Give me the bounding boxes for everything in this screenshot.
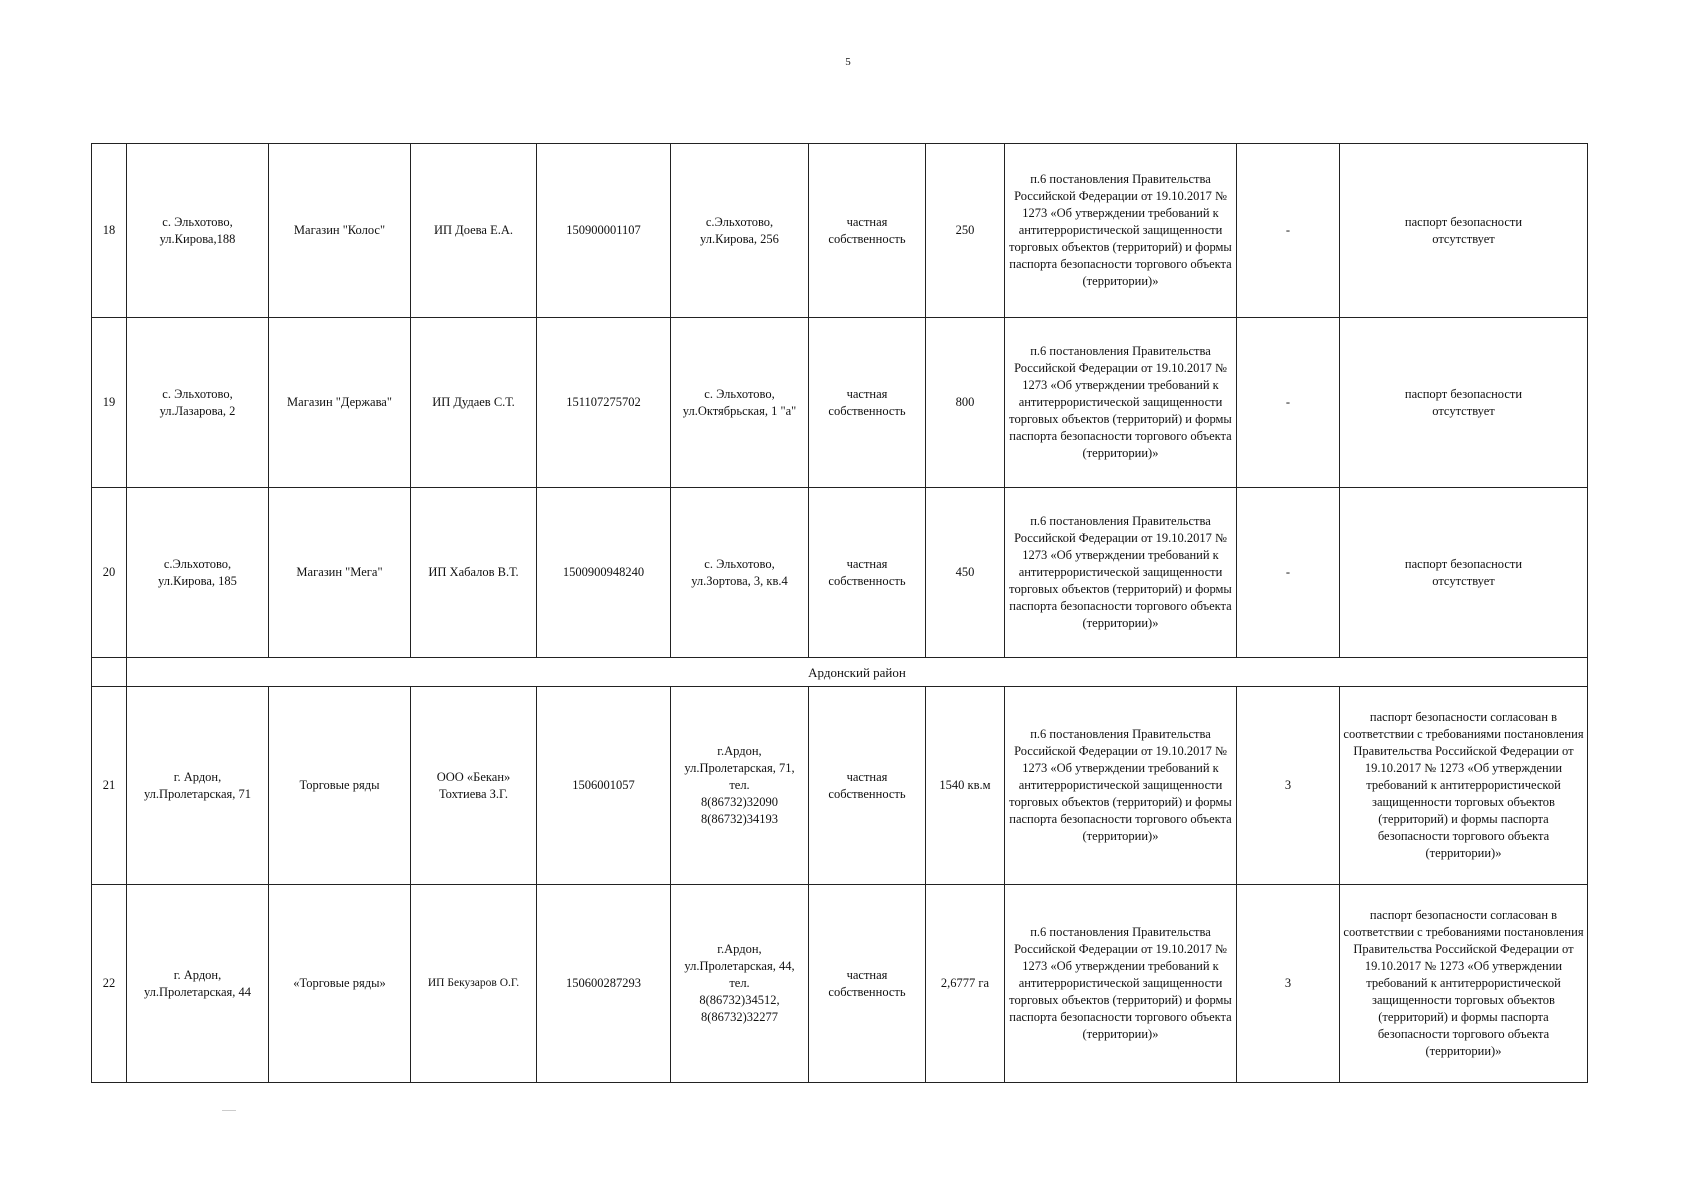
passport-cell: паспорт безопасности отсутствует [1340, 488, 1588, 658]
object-name-cell: Магазин "Держава" [269, 318, 411, 488]
category-cell: - [1237, 488, 1340, 658]
category-cell: - [1237, 144, 1340, 318]
table-row [92, 144, 1588, 318]
owner-cell: ИП Хабалов В.Т. [411, 488, 537, 658]
table-row [92, 318, 1588, 488]
owner-cell: ООО «Бекан» Тохтиева З.Г. [411, 687, 537, 885]
location-cell: с.Эльхотово, ул.Кирова, 185 [127, 488, 269, 658]
passport-cell: паспорт безопасности отсутствует [1340, 144, 1588, 318]
owner-cell: ИП Дудаев С.Т. [411, 318, 537, 488]
section-row [92, 658, 1588, 687]
address-cell: г.Ардон, ул.Пролетарская, 44, тел. 8(86732)34512, 8(86732)32277 [671, 885, 809, 1083]
page-number: 5 [845, 56, 851, 68]
address-cell: с. Эльхотово, ул.Октябрьская, 1 "а" [671, 318, 809, 488]
basis-cell: п.6 постановления Правительства Российской Федерации от 19.10.2017 № 1273 «Об утверждении требований к антитеррористической защищенности торговых объектов (территорий) и формы паспорта безопасности торгового объекта (территории)» [1005, 687, 1237, 885]
area-cell: 2,6777 га [926, 885, 1005, 1083]
owner-cell: ИП Бекузаров О.Г. [411, 885, 537, 1083]
category-cell: - [1237, 318, 1340, 488]
scan-mark [222, 1110, 236, 1111]
row-number: 20 [92, 488, 127, 658]
inn-cell: 1500900948240 [537, 488, 671, 658]
owner-cell: ИП Доева Е.А. [411, 144, 537, 318]
ownership-cell: частная собственность [809, 144, 926, 318]
ownership-cell: частная собственность [809, 885, 926, 1083]
basis-cell: п.6 постановления Правительства Российской Федерации от 19.10.2017 № 1273 «Об утверждении требований к антитеррористической защищенности торговых объектов (территорий) и формы паспорта безопасности торгового объекта (территории)» [1005, 318, 1237, 488]
object-name-cell: Магазин "Колос" [269, 144, 411, 318]
row-number: 18 [92, 144, 127, 318]
section-spacer [92, 658, 127, 687]
area-cell: 1540 кв.м [926, 687, 1005, 885]
row-number: 21 [92, 687, 127, 885]
inn-cell: 1506001057 [537, 687, 671, 885]
passport-cell: паспорт безопасности согласован в соответствии с требованиями постановления Правительства Российской Федерации от 19.10.2017 № 1273 «Об утверждении требований к антитеррористической защищенности торговых объектов (территорий) и формы паспорта безопасности торгового объекта (территории)» [1340, 885, 1588, 1083]
row-number: 19 [92, 318, 127, 488]
area-cell: 450 [926, 488, 1005, 658]
section-title: Ардонский район [127, 658, 1588, 687]
location-cell: г. Ардон, ул.Пролетарская, 44 [127, 885, 269, 1083]
address-cell: с.Эльхотово, ул.Кирова, 256 [671, 144, 809, 318]
ownership-cell: частная собственность [809, 318, 926, 488]
table-row [92, 687, 1588, 885]
address-cell: г.Ардон, ул.Пролетарская, 71, тел. 8(86732)32090 8(86732)34193 [671, 687, 809, 885]
category-cell: 3 [1237, 687, 1340, 885]
category-cell: 3 [1237, 885, 1340, 1083]
inn-cell: 150900001107 [537, 144, 671, 318]
table-row [92, 885, 1588, 1083]
object-name-cell: Магазин "Мега" [269, 488, 411, 658]
location-cell: г. Ардон, ул.Пролетарская, 71 [127, 687, 269, 885]
ownership-cell: частная собственность [809, 687, 926, 885]
object-name-cell: Торговые ряды [269, 687, 411, 885]
location-cell: с. Эльхотово, ул.Лазарова, 2 [127, 318, 269, 488]
objects-table [91, 143, 1588, 1083]
ownership-cell: частная собственность [809, 488, 926, 658]
address-cell: с. Эльхотово, ул.Зортова, 3, кв.4 [671, 488, 809, 658]
area-cell: 800 [926, 318, 1005, 488]
passport-cell: паспорт безопасности согласован в соответствии с требованиями постановления Правительства Российской Федерации от 19.10.2017 № 1273 «Об утверждении требований к антитеррористической защищенности торговых объектов (территорий) и формы паспорта безопасности торгового объекта (территории)» [1340, 687, 1588, 885]
basis-cell: п.6 постановления Правительства Российской Федерации от 19.10.2017 № 1273 «Об утверждении требований к антитеррористической защищенности торговых объектов (территорий) и формы паспорта безопасности торгового объекта (территории)» [1005, 885, 1237, 1083]
basis-cell: п.6 постановления Правительства Российской Федерации от 19.10.2017 № 1273 «Об утверждении требований к антитеррористической защищенности торговых объектов (территорий) и формы паспорта безопасности торгового объекта (территории)» [1005, 144, 1237, 318]
basis-cell: п.6 постановления Правительства Российской Федерации от 19.10.2017 № 1273 «Об утверждении требований к антитеррористической защищенности торговых объектов (территорий) и формы паспорта безопасности торгового объекта (территории)» [1005, 488, 1237, 658]
location-cell: с. Эльхотово, ул.Кирова,188 [127, 144, 269, 318]
passport-cell: паспорт безопасности отсутствует [1340, 318, 1588, 488]
row-number: 22 [92, 885, 127, 1083]
area-cell: 250 [926, 144, 1005, 318]
inn-cell: 150600287293 [537, 885, 671, 1083]
object-name-cell: «Торговые ряды» [269, 885, 411, 1083]
table-row [92, 488, 1588, 658]
inn-cell: 151107275702 [537, 318, 671, 488]
